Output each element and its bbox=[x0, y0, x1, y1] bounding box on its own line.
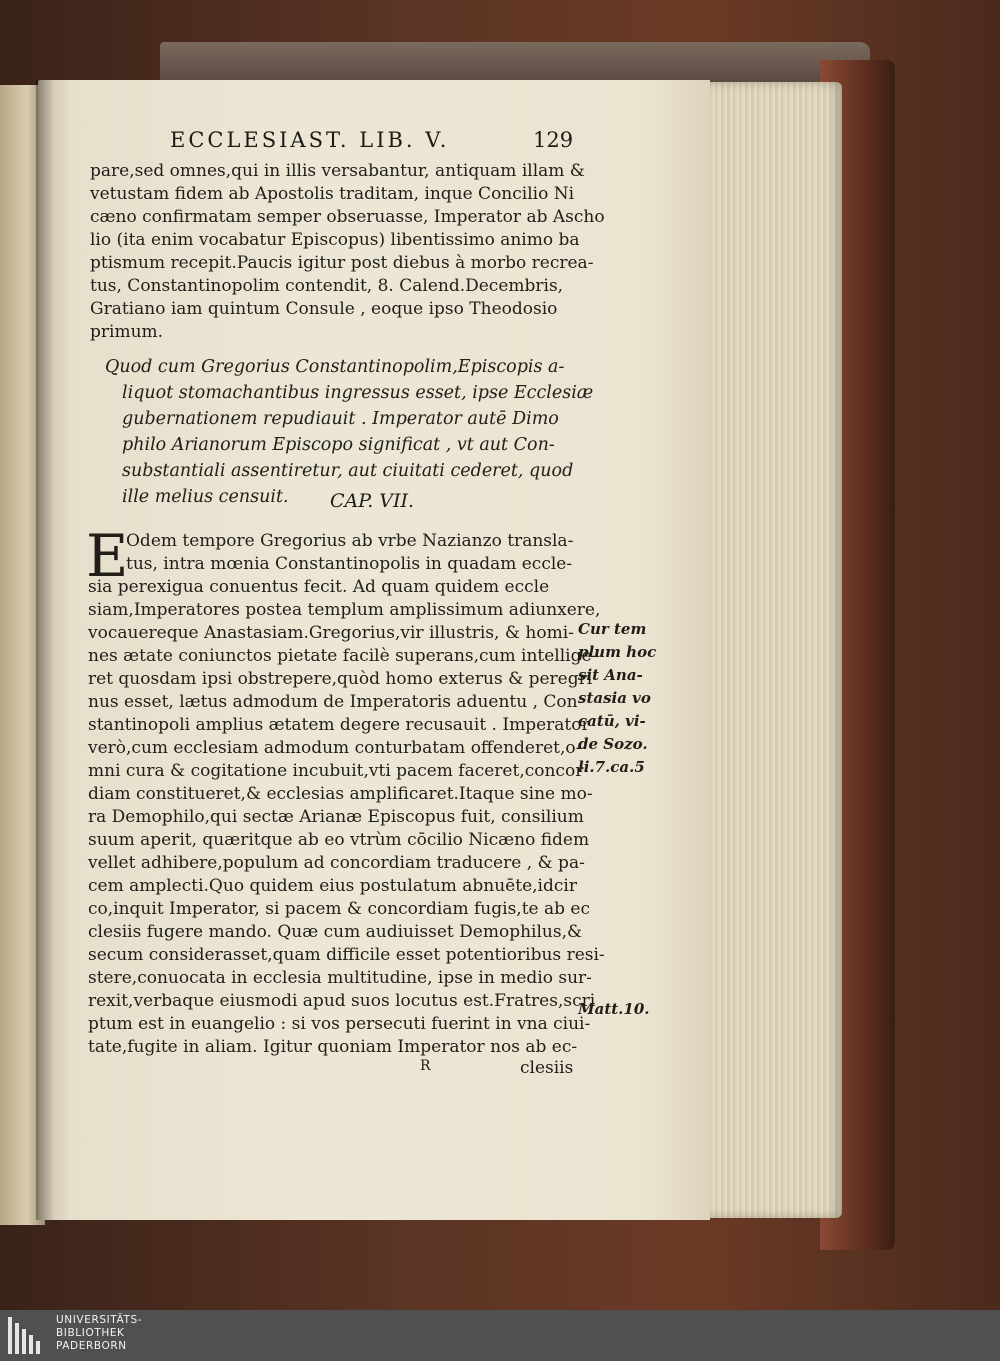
margin-note-matthew: Matt.10. bbox=[578, 1000, 650, 1018]
margin-note-line: de Sozo. bbox=[578, 735, 648, 753]
text-line: co,inquit Imperator, si pacem & concordiam fugis,te ab ec bbox=[88, 899, 590, 919]
text-line: secum considerasset,quam difficile esset potentioribus resi- bbox=[88, 945, 605, 965]
summary-line: philo Arianorum Episcopo significat , vt aut Con- bbox=[122, 435, 555, 455]
margin-note-line: catū, vi- bbox=[578, 712, 646, 730]
margin-note-line: Cur tem bbox=[578, 620, 647, 638]
text-line: cæno confirmatam semper obseruasse, Imperator ab Ascho bbox=[90, 207, 605, 227]
text-line: Gratiano iam quintum Consule , eoque ipso Theodosio bbox=[90, 299, 558, 319]
text-line: diam constitueret,& ecclesias amplificaret.Itaque sine mo- bbox=[88, 784, 593, 804]
text-line: stere,conuocata in ecclesia multitudine, ipse in medio sur- bbox=[88, 968, 592, 988]
text-line: vocauereque Anastasiam.Gregorius,vir illustris, & homi- bbox=[88, 623, 574, 643]
library-name-line: UNIVERSITÄTS- bbox=[56, 1314, 143, 1326]
summary-line: gubernationem repudiauit . Imperator autē Dimo bbox=[122, 409, 559, 429]
catchword: clesiis bbox=[520, 1058, 574, 1078]
text-line: vellet adhibere,populum ad concordiam traducere , & pa- bbox=[88, 853, 585, 873]
text-line: tus, Constantinopolim contendit, 8. Calend.Decembris, bbox=[90, 276, 564, 296]
library-name bbox=[56, 1314, 142, 1353]
text-line: ret quosdam ipsi obstrepere,quòd homo exterus & peregri bbox=[88, 669, 593, 689]
page-block-edges bbox=[700, 82, 842, 1218]
text-line: tate,fugite in aliam. Igitur quoniam Imperator nos ab ec- bbox=[88, 1037, 578, 1057]
text-line: vetustam fidem ab Apostolis traditam, inque Concilio Ni bbox=[90, 184, 575, 204]
library-footer bbox=[0, 1310, 1000, 1361]
text-line: rexit,verbaque eiusmodi apud suos locutus est.Fratres,scri bbox=[88, 991, 596, 1011]
margin-note-line: stasia vo bbox=[578, 689, 651, 707]
chapter-label: CAP. VII. bbox=[330, 490, 415, 512]
text-line: mni cura & cogitatione incubuit,vti pacem faceret,concor bbox=[88, 761, 584, 781]
book-cover-top bbox=[160, 42, 870, 82]
text-line: Odem tempore Gregorius ab vrbe Nazianzo transla- bbox=[126, 531, 574, 551]
signature-mark: R bbox=[420, 1058, 431, 1074]
summary-line: liquot stomachantibus ingressus esset, ipse Ecclesiæ bbox=[122, 383, 594, 403]
margin-note-line: plum hoc bbox=[578, 643, 657, 661]
text-line: nus esset, lætus admodum de Imperatoris aduentu , Con- bbox=[88, 692, 584, 712]
page-gutter-shadow bbox=[36, 80, 54, 1220]
text-line: nes ætate coniunctos pietate facilè superans,cum intellige- bbox=[88, 646, 598, 666]
text-line: verò,cum ecclesiam admodum conturbatam offenderet,o- bbox=[88, 738, 582, 758]
running-title: ECCLESIAST. LIB. V. bbox=[170, 128, 450, 152]
text-line: sia perexigua conuentus fecit. Ad quam quidem eccle bbox=[88, 577, 550, 597]
summary-line: substantiali assentiretur, aut ciuitati cederet, quod bbox=[122, 461, 574, 481]
text-line: ptismum recepit.Paucis igitur post diebus à morbo recrea- bbox=[90, 253, 594, 273]
text-line: ra Demophilo,qui sectæ Arianæ Episcopus fuit, consilium bbox=[88, 807, 584, 827]
text-line: tus, intra mœnia Constantinopolis in quadam eccle- bbox=[126, 554, 573, 574]
text-line: siam,Imperatores postea templum amplissimum adiunxere, bbox=[88, 600, 601, 620]
summary-line: ille melius censuit. bbox=[122, 487, 289, 507]
library-name-line: PADERBORN bbox=[56, 1340, 127, 1352]
library-logo-icon bbox=[6, 1314, 46, 1357]
page-header bbox=[170, 128, 590, 162]
text-line: suum aperit, quæritque ab eo vtrùm cōcilio Nicæno fidem bbox=[88, 830, 590, 850]
text-line: ptum est in euangelio : si vos persecuti fuerint in vna ciui- bbox=[88, 1014, 591, 1034]
margin-note-line: li.7.ca.5 bbox=[578, 758, 645, 776]
text-line: pare,sed omnes,qui in illis versabantur, antiquam illam & bbox=[90, 161, 585, 181]
text-line: stantinopoli amplius ætatem degere recusauit . Imperator bbox=[88, 715, 590, 735]
margin-note-line: sit Ana- bbox=[578, 666, 643, 684]
drop-cap: E bbox=[86, 522, 129, 590]
library-name-line: BIBLIOTHEK bbox=[56, 1327, 125, 1339]
text-line: lio (ita enim vocabatur Episcopus) libentissimo animo ba bbox=[90, 230, 580, 250]
text-line: primum. bbox=[90, 322, 164, 342]
summary-line: Quod cum Gregorius Constantinopolim,Episcopis a- bbox=[105, 357, 565, 377]
text-line: clesiis fugere mando. Quæ cum audiuisset Demophilus,& bbox=[88, 922, 583, 942]
text-line: cem amplecti.Quo quidem eius postulatum abnuēte,idcir bbox=[88, 876, 577, 896]
page-number: 129 bbox=[533, 128, 574, 152]
